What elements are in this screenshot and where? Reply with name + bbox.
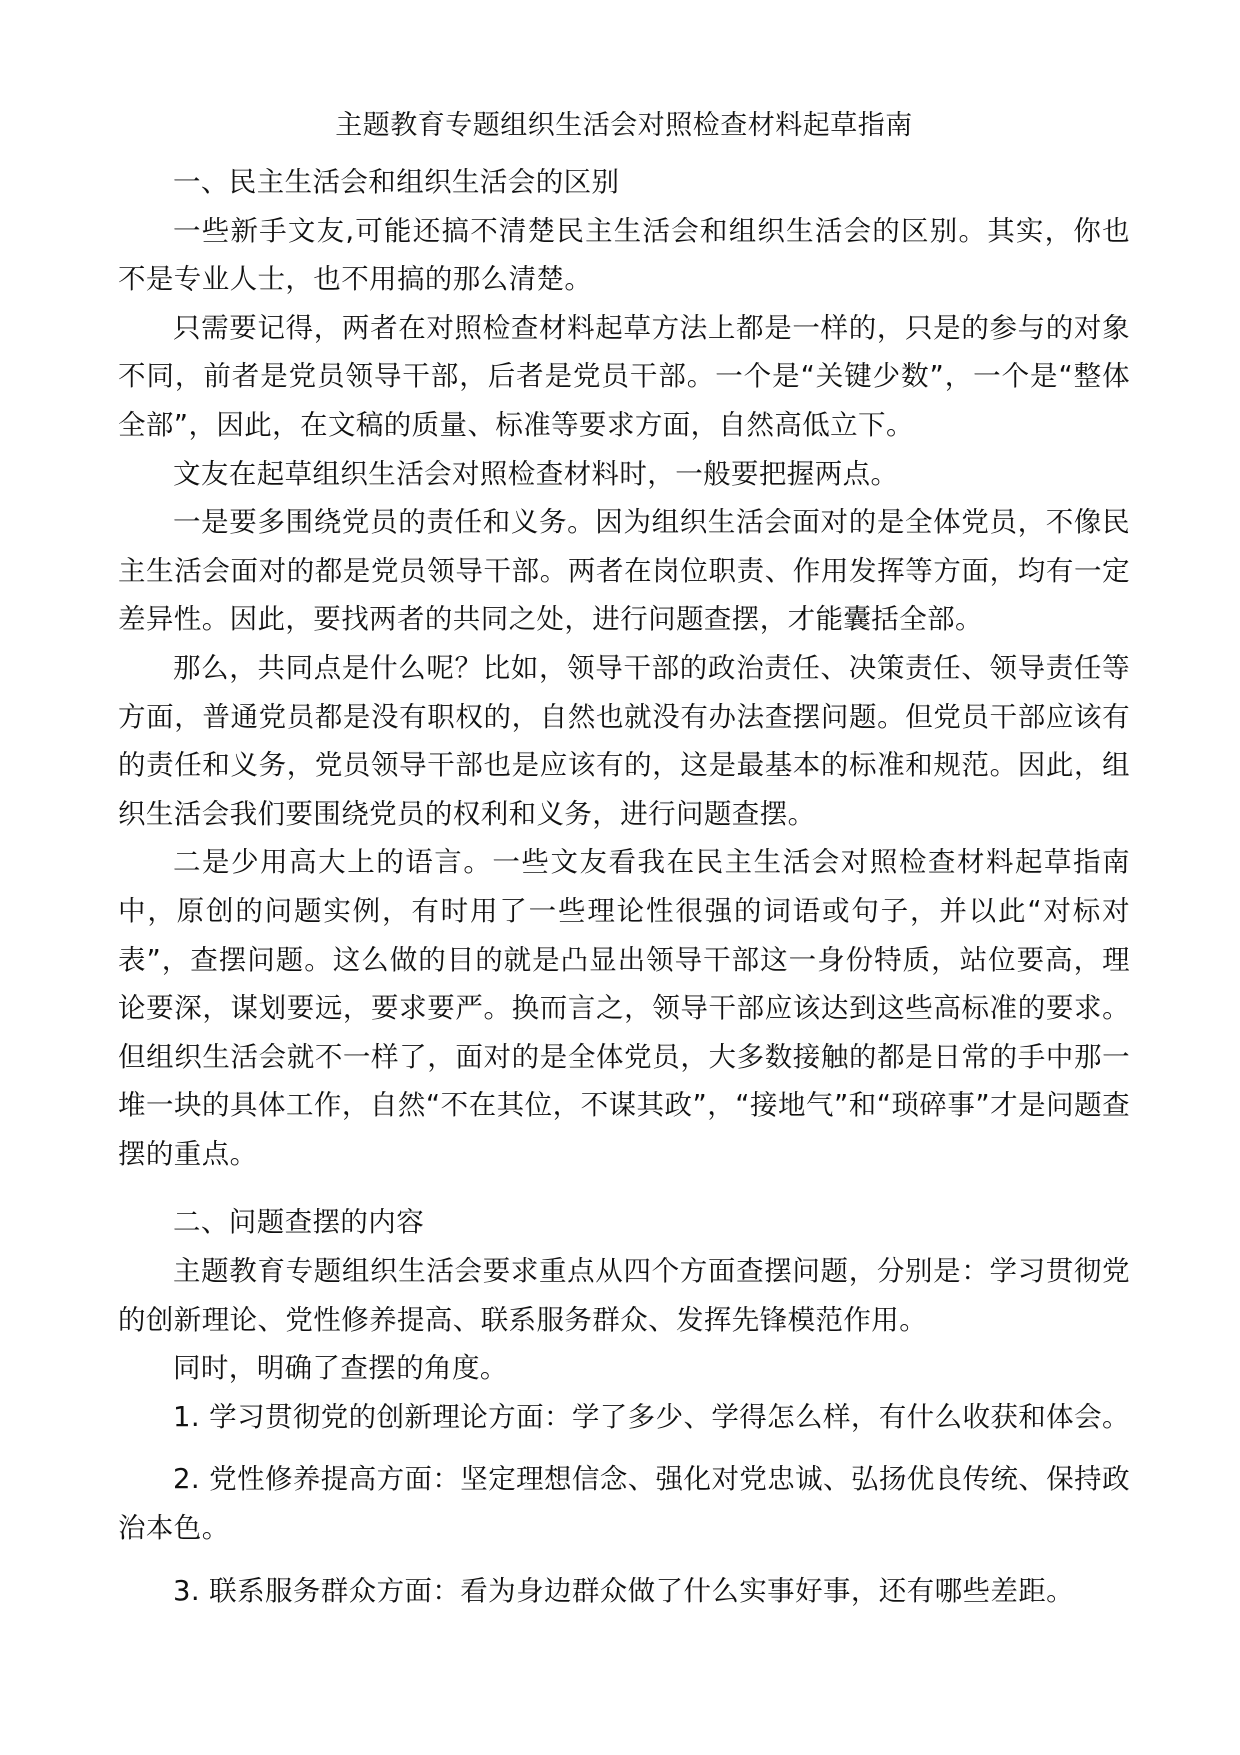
list-item: 3. 联系服务群众方面：看为身边群众做了什么实事好事，还有哪些差距。 bbox=[173, 1574, 1075, 1607]
section-heading-2: 二、问题查摆的内容 bbox=[173, 1206, 425, 1239]
paragraph: 那么，共同点是什么呢？比如，领导干部的政治责任、决策责任、领导责任等方面，普通党员都是没有职权的，自然也就没有办法查摆问题。但党员干部应该有的责任和义务，党员领导干部也是应该有的，这是最基本的标准和规范。因此，组织生活会我们要围绕党员的权利和义务，进行问题查摆。 bbox=[118, 651, 1130, 830]
document-title: 主题教育专题组织生活会对照检查材料起草指南 bbox=[335, 110, 913, 141]
paragraph: 只需要记得，两者在对照检查材料起草方法上都是一样的，只是的参与的对象不同，前者是党员领导干部，后者是党员干部。一个是“关键少数”，一个是“整体全部”，因此，在文稿的质量、标准等要求方面，自然高低立下。 bbox=[118, 311, 1130, 441]
paragraph: 一些新手文友,可能还搞不清楚民主生活会和组织生活会的区别。其实，你也不是专业人士，也不用搞的那么清楚。 bbox=[118, 214, 1130, 296]
paragraph: 一是要多围绕党员的责任和义务。因为组织生活会面对的是全体党员，不像民主生活会面对的都是党员领导干部。两者在岗位职责、作用发挥等方面，均有一定差异性。因此，要找两者的共同之处，进行问题查摆，才能囊括全部。 bbox=[118, 506, 1130, 636]
paragraph: 主题教育专题组织生活会要求重点从四个方面查摆问题，分别是：学习贯彻党的创新理论、党性修养提高、联系服务群众、发挥先锋模范作用。 bbox=[118, 1255, 1130, 1336]
paragraph: 同时，明确了查摆的角度。 bbox=[173, 1352, 508, 1385]
document-page bbox=[118, 104, 1130, 1615]
section-heading-1: 一、民主生活会和组织生活会的区别 bbox=[173, 166, 620, 198]
paragraph: 二是少用高大上的语言。一些文友看我在民主生活会对照检查材料起草指南中，原创的问题实例，有时用了一些理论性很强的词语或句子，并以此“对标对表”，查摆问题。这么做的目的就是凸显出领导干部这一身份特质，站位要高，理论要深，谋划要远，要求要严。换而言之，领导干部应该达到这些高标准的要求。但组织生活会就不一样了，面对的是全体党员，大多数接触的都是日常的手中那一堆一块的具体工作，自然“不在其位，不谋其政”，“接地气”和“琐碎事”才是问题查摆的重点。 bbox=[118, 846, 1130, 1170]
paragraph: 文友在起草组织生活会对照检查材料时，一般要把握两点。 bbox=[173, 457, 899, 490]
list-item: 2. 党性修养提高方面：坚定理想信念、强化对党忠诚、弘扬优良传统、保持政治本色。 bbox=[118, 1463, 1130, 1545]
list-item: 1. 学习贯彻党的创新理论方面：学了多少、学得怎么样，有什么收获和体会。 bbox=[173, 1400, 1130, 1433]
